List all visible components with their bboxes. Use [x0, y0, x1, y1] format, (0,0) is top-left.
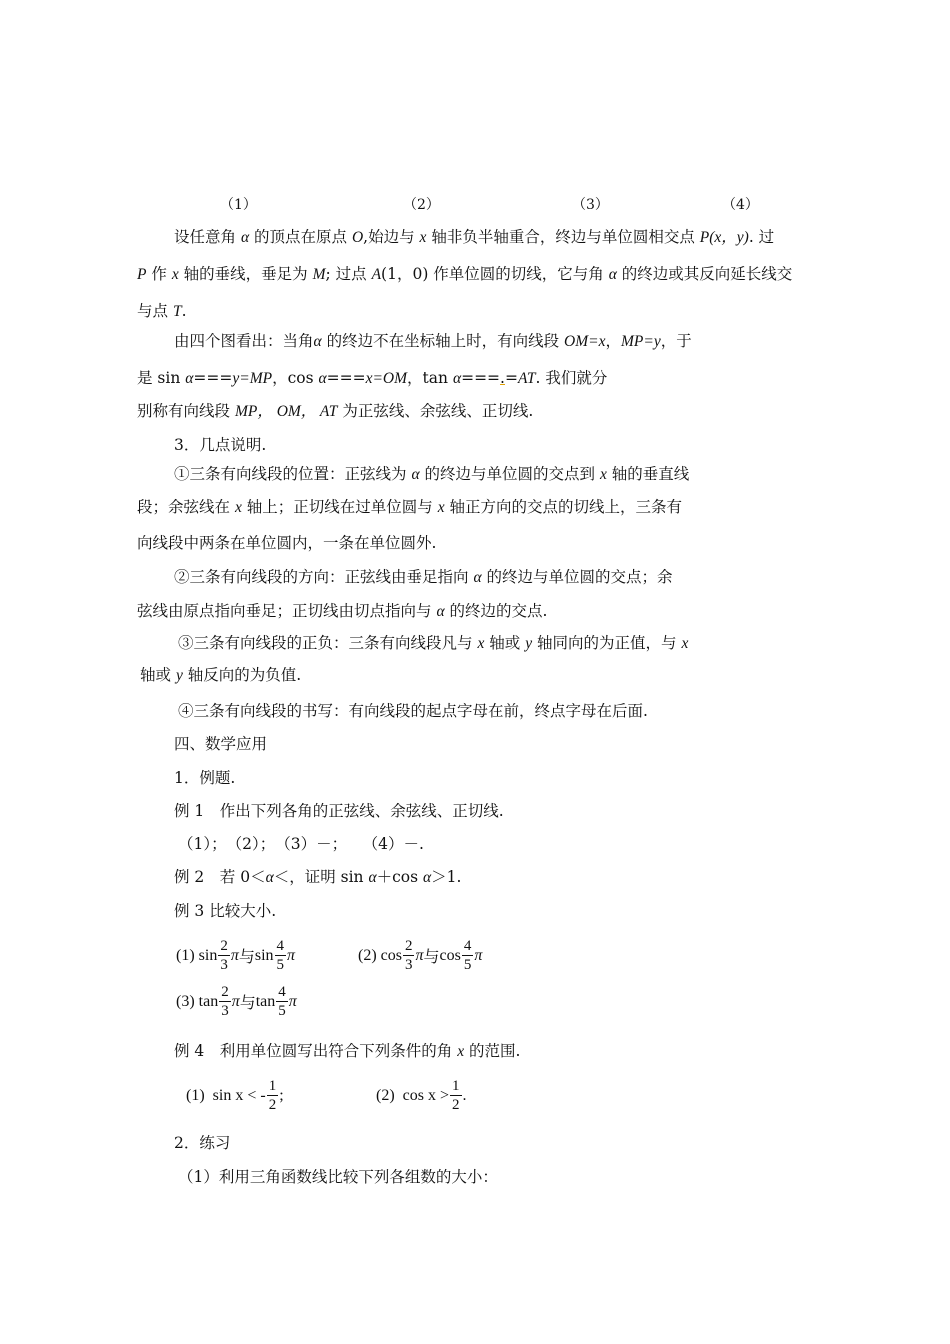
example-3-formula-3: (3) tan $\frac{2}{3}$ π 与 tan $\frac{4}{5}$ π [176, 984, 297, 1019]
example-1-items: （1）； （2）； （3）－； （4）－. [178, 835, 424, 853]
note-1-line-2: 段；余弦线在 x 轴上；正切线在过单位圆与 x 轴正方向的交点的切线上，三条有 [137, 498, 683, 516]
observe-line-2: 是 sin α===y=MP，cos α===x=OM，tan α===.=AT. 我们就分 [137, 369, 608, 387]
fraction: $\frac{4}{5}$ [276, 938, 285, 973]
section-4-title: 四、数学应用 [174, 735, 268, 753]
note-2-line-1: ②三条有向线段的方向：正弦线由垂足指向 α 的终边与单位圆的交点；余 [174, 568, 673, 586]
practice-item-1: （1）利用三角函数线比较下列各组数的大小： [178, 1168, 498, 1186]
example-3-formula-1: (1) sin $\frac{2}{3}$ π 与 sin $\frac{4}{5}$ π [176, 938, 296, 973]
intro-line-2: P 作 x 轴的垂线，垂足为 M; 过点 A(1，0) 作单位圆的切线，它与角 α 的终边或其反向延长线交 [137, 265, 793, 283]
example-3: 例 3 比较大小. [174, 902, 277, 920]
intro-line-1: 设任意角 α 的顶点在原点 O,始边与 x 轴非负半轴重合，终边与单位圆相交点 P(x，y). 过 [174, 228, 775, 246]
figure-label-2: （2） [403, 197, 440, 213]
fraction: $\frac{2}{3}$ [220, 938, 228, 973]
example-1: 例 1 作出下列各角的正弦线、余弦线、正切线. [174, 802, 504, 820]
figure-label-3: （3） [572, 197, 609, 213]
observe-line-3: 别称有向线段 MP， OM， AT 为正弦线、余弦线、正切线. [137, 402, 534, 420]
intro-line-3: 与点 T. [137, 302, 187, 320]
note-2-line-2: 弦线由原点指向垂足；正切线由切点指向与 α 的终边的交点. [137, 602, 548, 620]
practice-title: 2．练习 [174, 1134, 231, 1152]
figure-label-4: （4） [722, 197, 759, 213]
example-4-formula-1: (1) sin x < - $\frac{1}{2}$ ; [186, 1078, 284, 1113]
example-3-formula-2: (2) cos $\frac{2}{3}$ π 与 cos $\frac{4}{5}$ π [358, 938, 483, 973]
example-2: 例 2 若 0＜α＜，证明 sin α＋cos α＞1. [174, 868, 462, 886]
note-4: ④三条有向线段的书写：有向线段的起点字母在前，终点字母在后面. [178, 702, 648, 720]
example-4: 例 4 利用单位圆写出符合下列条件的角 x 的范围. [174, 1042, 521, 1060]
note-1-line-3: 向线段中两条在单位圆内，一条在单位圆外. [137, 534, 437, 552]
fraction: $\frac{1}{2}$ [268, 1078, 277, 1113]
fraction: $\frac{2}{3}$ [404, 938, 413, 973]
example-4-formula-2: (2) cos x > $\frac{1}{2}$ . [376, 1078, 467, 1113]
fraction: $\frac{4}{5}$ [278, 984, 286, 1019]
observe-line-1: 由四个图看出：当角α 的终边不在坐标轴上时，有向线段 OM=x，MP=y，于 [174, 332, 692, 350]
section-3-title: 3．几点说明. [174, 436, 267, 454]
note-3-line-2: 轴或 y 轴反向的为负值. [140, 666, 302, 684]
fraction: $\frac{1}{2}$ [452, 1078, 460, 1113]
note-3-line-1: ③三条有向线段的正负：三条有向线段凡与 x 轴或 y 轴同向的为正值，与 x [178, 634, 689, 652]
note-1-line-1: ①三条有向线段的位置：正弦线为 α 的终边与单位圆的交点到 x 轴的垂直线 [174, 465, 690, 483]
fraction: $\frac{2}{3}$ [221, 984, 229, 1019]
figure-label-1: （1） [220, 197, 257, 213]
examples-title: 1．例题. [174, 769, 236, 787]
fraction: $\frac{4}{5}$ [463, 938, 472, 973]
